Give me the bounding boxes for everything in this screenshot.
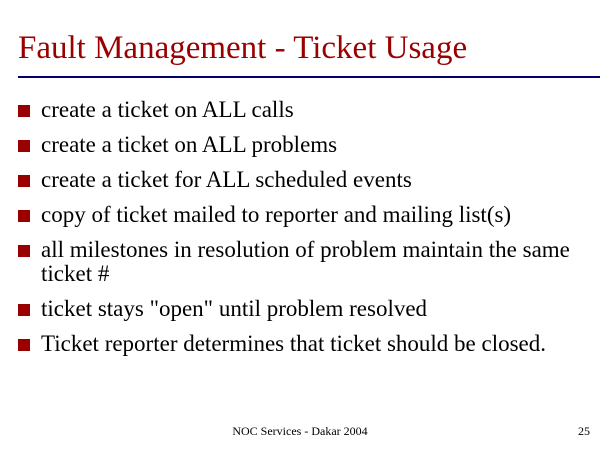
bullet-item bbox=[18, 133, 578, 157]
square-bullet-icon bbox=[18, 304, 30, 316]
square-bullet-icon bbox=[18, 105, 30, 117]
page-number: 25 bbox=[578, 424, 590, 438]
bullet-item bbox=[18, 332, 578, 356]
bullet-list bbox=[18, 98, 578, 367]
bullet-text: Ticket reporter determines that ticket should be closed. bbox=[41, 331, 547, 356]
bullet-text: create a ticket on ALL problems bbox=[41, 132, 338, 157]
bullet-item bbox=[18, 98, 578, 122]
square-bullet-icon bbox=[18, 245, 30, 257]
square-bullet-icon bbox=[18, 175, 30, 187]
bullet-item bbox=[18, 168, 578, 192]
square-bullet-icon bbox=[18, 210, 30, 222]
square-bullet-icon bbox=[18, 140, 30, 152]
bullet-text: ticket stays "open" until problem resolved bbox=[41, 296, 428, 321]
bullet-item bbox=[18, 297, 578, 321]
square-bullet-icon bbox=[18, 339, 30, 351]
slide-title: Fault Management - Ticket Usage bbox=[18, 30, 468, 66]
bullet-text: create a ticket on ALL calls bbox=[41, 97, 294, 122]
title-divider bbox=[18, 76, 600, 78]
bullet-item bbox=[18, 238, 578, 286]
bullet-text: all milestones in resolution of problem maintain the same ticket # bbox=[41, 237, 570, 286]
bullet-text: copy of ticket mailed to reporter and mailing list(s) bbox=[41, 202, 512, 227]
bullet-item bbox=[18, 203, 578, 227]
footer-text: NOC Services - Dakar 2004 bbox=[232, 424, 368, 438]
bullet-text: create a ticket for ALL scheduled events bbox=[41, 167, 412, 192]
